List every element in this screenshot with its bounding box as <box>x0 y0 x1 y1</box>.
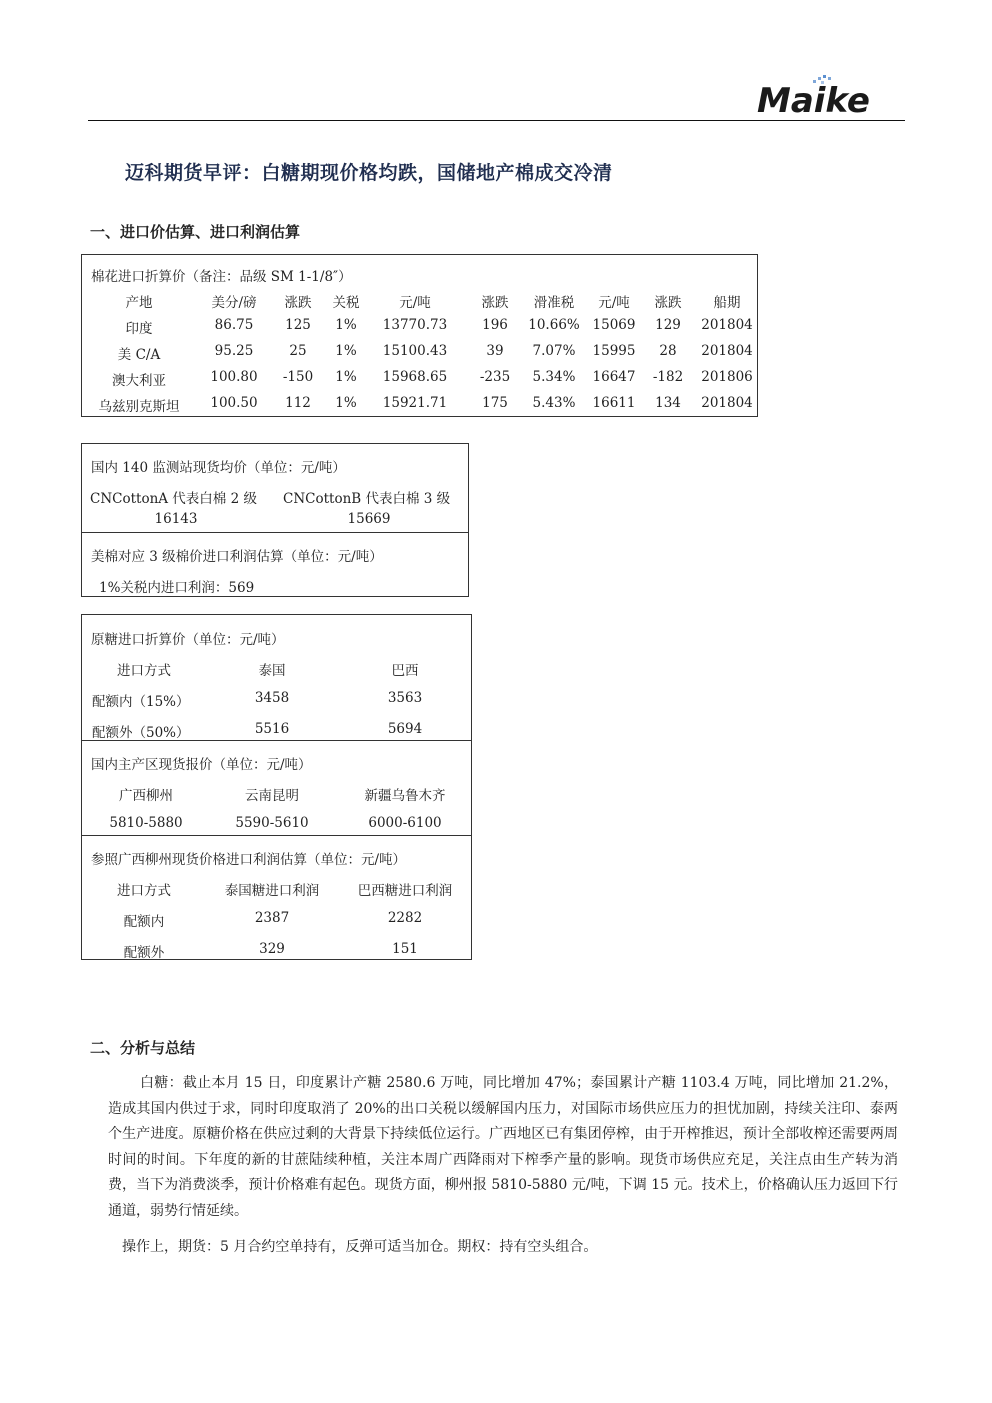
cncotton-a-value: 16143 <box>154 511 198 527</box>
raw-sugar-row-label: 配额外（50%） <box>92 725 190 741</box>
cotton-import-cell: 5.43% <box>532 395 576 411</box>
sugar-profit-row-label: 配额外 <box>123 945 165 961</box>
cotton-import-cell: 100.50 <box>210 395 258 411</box>
sugar-profit-header: 巴西糖进口利润 <box>357 883 453 899</box>
cotton-import-header: 美分/磅 <box>211 295 257 311</box>
cotton-import-cell: 201804 <box>701 343 753 359</box>
domestic-sugar-header: 新疆乌鲁木齐 <box>364 788 446 804</box>
cotton-import-header: 涨跌 <box>481 295 509 311</box>
cotton-import-cell: 1% <box>335 343 357 359</box>
section1-heading: 一、进口价估算、进口利润估算 <box>90 223 301 241</box>
raw-sugar-header-method: 进口方式 <box>117 663 171 679</box>
page-title: 迈科期货早评：白糖期现价格均跌，国储地产棉成交冷清 <box>125 162 613 184</box>
sugar-profit-section <box>82 836 471 961</box>
cotton-import-cell: 28 <box>659 343 677 359</box>
cotton-import-caption: 棉花进口折算价（备注：品级 SM 1-1/8″） <box>91 269 352 285</box>
cotton-import-cell: 125 <box>285 317 311 333</box>
cotton-import-cell: 15100.43 <box>382 343 448 359</box>
cotton-import-cell: 100.80 <box>210 369 258 385</box>
raw-sugar-cell: 5516 <box>254 721 290 737</box>
section2-heading: 二、分析与总结 <box>90 1039 196 1057</box>
cotton-import-cell: 1% <box>335 395 357 411</box>
cotton-import-cell: 1% <box>335 369 357 385</box>
cotton-import-header: 滑准税 <box>533 295 575 311</box>
cotton-import-cell: 134 <box>655 395 681 411</box>
domestic-sugar-value: 6000-6100 <box>368 815 442 831</box>
raw-sugar-header-thailand: 泰国 <box>258 663 286 679</box>
cotton-import-cell: 196 <box>482 317 508 333</box>
raw-sugar-section <box>82 615 471 741</box>
header-rule <box>88 120 905 121</box>
cotton-profit-text: 1%关税内进口利润：569 <box>99 580 255 596</box>
cotton-import-cell: 10.66% <box>528 317 580 333</box>
sugar-profit-header: 进口方式 <box>117 883 171 899</box>
cotton-import-header: 船期 <box>713 295 741 311</box>
cotton-import-cell: 15968.65 <box>382 369 448 385</box>
domestic-sugar-value: 5590-5610 <box>235 815 309 831</box>
raw-sugar-cell: 5694 <box>387 721 423 737</box>
cotton-import-header: 涨跌 <box>654 295 682 311</box>
cotton-profit-caption: 美棉对应 3 级棉价进口利润估算（单位：元/吨） <box>91 549 383 565</box>
cotton-import-cell: 201804 <box>701 317 753 333</box>
domestic-sugar-header: 云南昆明 <box>245 788 299 804</box>
cotton-import-cell: 25 <box>289 343 307 359</box>
cotton-import-header: 涨跌 <box>284 295 312 311</box>
cotton-import-cell: 5.34% <box>532 369 576 385</box>
cotton-import-origin: 澳大利亚 <box>112 373 166 389</box>
cotton-import-cell: 86.75 <box>214 317 254 333</box>
operation-paragraph: 操作上，期货：5 月合约空单持有，反弹可适当加仓。期权：持有空头组合。 <box>122 1239 598 1255</box>
cotton-profit-section <box>82 533 468 597</box>
raw-sugar-cell: 3458 <box>254 690 290 706</box>
cotton-import-cell: -235 <box>479 369 511 385</box>
domestic-sugar-caption: 国内主产区现货报价（单位：元/吨） <box>91 757 312 773</box>
sugar-profit-cell: 151 <box>392 941 418 957</box>
sugar-box <box>81 614 472 960</box>
sugar-profit-cell: 2282 <box>387 910 423 926</box>
domestic-cotton-caption: 国内 140 监测站现货均价（单位：元/吨） <box>91 460 346 476</box>
analysis-paragraph: 白糖：截止本月 15 日，印度累计产糖 2580.6 万吨，同比增加 47%；泰国累计产糖 1103.4 万吨，同比增加 21.2%，造成其国内供过于求，同时印度取消了 20%的出口关税以缓解国内压力，对国际市场供应压力的担忧加剧，持续关注印、泰两个生产进度。原糖价格在供应过剩的大背景下持续低位运行。广西地区已有集团停榨，由于开榨推迟，预计全部收榨还需要两周时间的时间。下年度的新的甘蔗陆续种植，关注本周广西降雨对下榨季产量的影响。现货市场供应充足，关注点由生产转为消费，当下为消费淡季，预计价格难有起色。现货方面，柳州报 5810-5880 元/吨，下调 15 元。技术上，价格确认压力返回下行通道，弱势行情延续。 <box>108 1075 898 1219</box>
sugar-profit-row-label: 配额内 <box>123 914 165 930</box>
cotton-import-origin: 美 C/A <box>117 347 161 363</box>
logo-text: Maike <box>757 81 870 120</box>
raw-sugar-header-brazil: 巴西 <box>391 663 419 679</box>
cotton-import-cell: 175 <box>482 395 508 411</box>
cotton-import-cell: -150 <box>282 369 314 385</box>
cotton-import-cell: 201806 <box>701 369 753 385</box>
sugar-profit-cell: 329 <box>259 941 285 957</box>
cotton-import-cell: 15921.71 <box>382 395 448 411</box>
cotton-import-table <box>81 254 758 417</box>
cotton-import-cell: 7.07% <box>532 343 576 359</box>
cncotton-b-label: CNCottonB 代表白棉 3 级 <box>283 491 451 507</box>
domestic-cotton-price-section <box>82 444 468 533</box>
raw-sugar-caption: 原糖进口折算价（单位：元/吨） <box>91 632 285 648</box>
cotton-import-header: 元/吨 <box>399 295 431 311</box>
sugar-profit-header: 泰国糖进口利润 <box>224 883 320 899</box>
raw-sugar-row-label: 配额内（15%） <box>92 694 190 710</box>
cotton-import-header: 关税 <box>332 295 360 311</box>
domestic-cotton-box <box>81 443 469 597</box>
domestic-sugar-value: 5810-5880 <box>109 815 183 831</box>
cotton-import-header: 产地 <box>125 295 153 311</box>
domestic-sugar-section <box>82 741 471 836</box>
cotton-import-cell: 1% <box>335 317 357 333</box>
cotton-import-cell: 16647 <box>592 369 636 385</box>
cotton-import-cell: 15069 <box>592 317 636 333</box>
cotton-import-cell: 95.25 <box>214 343 254 359</box>
cncotton-a-label: CNCottonA 代表白棉 2 级 <box>90 491 257 507</box>
cncotton-b-value: 15669 <box>347 511 391 527</box>
sugar-profit-cell: 2387 <box>254 910 290 926</box>
cotton-import-cell: 39 <box>486 343 504 359</box>
cotton-import-origin: 印度 <box>125 321 153 337</box>
cotton-import-header: 元/吨 <box>598 295 630 311</box>
domestic-sugar-header: 广西柳州 <box>119 788 173 804</box>
sugar-profit-caption: 参照广西柳州现货价格进口利润估算（单位：元/吨） <box>91 852 407 868</box>
raw-sugar-cell: 3563 <box>387 690 423 706</box>
maike-logo <box>755 72 895 120</box>
cotton-import-cell: 129 <box>655 317 681 333</box>
cotton-import-cell: -182 <box>652 369 684 385</box>
cotton-import-cell: 16611 <box>592 395 636 411</box>
cotton-import-cell: 201804 <box>701 395 753 411</box>
cotton-import-cell: 15995 <box>592 343 636 359</box>
cotton-import-origin: 乌兹别克斯坦 <box>98 399 180 415</box>
cotton-import-cell: 13770.73 <box>382 317 448 333</box>
cotton-import-cell: 112 <box>285 395 311 411</box>
